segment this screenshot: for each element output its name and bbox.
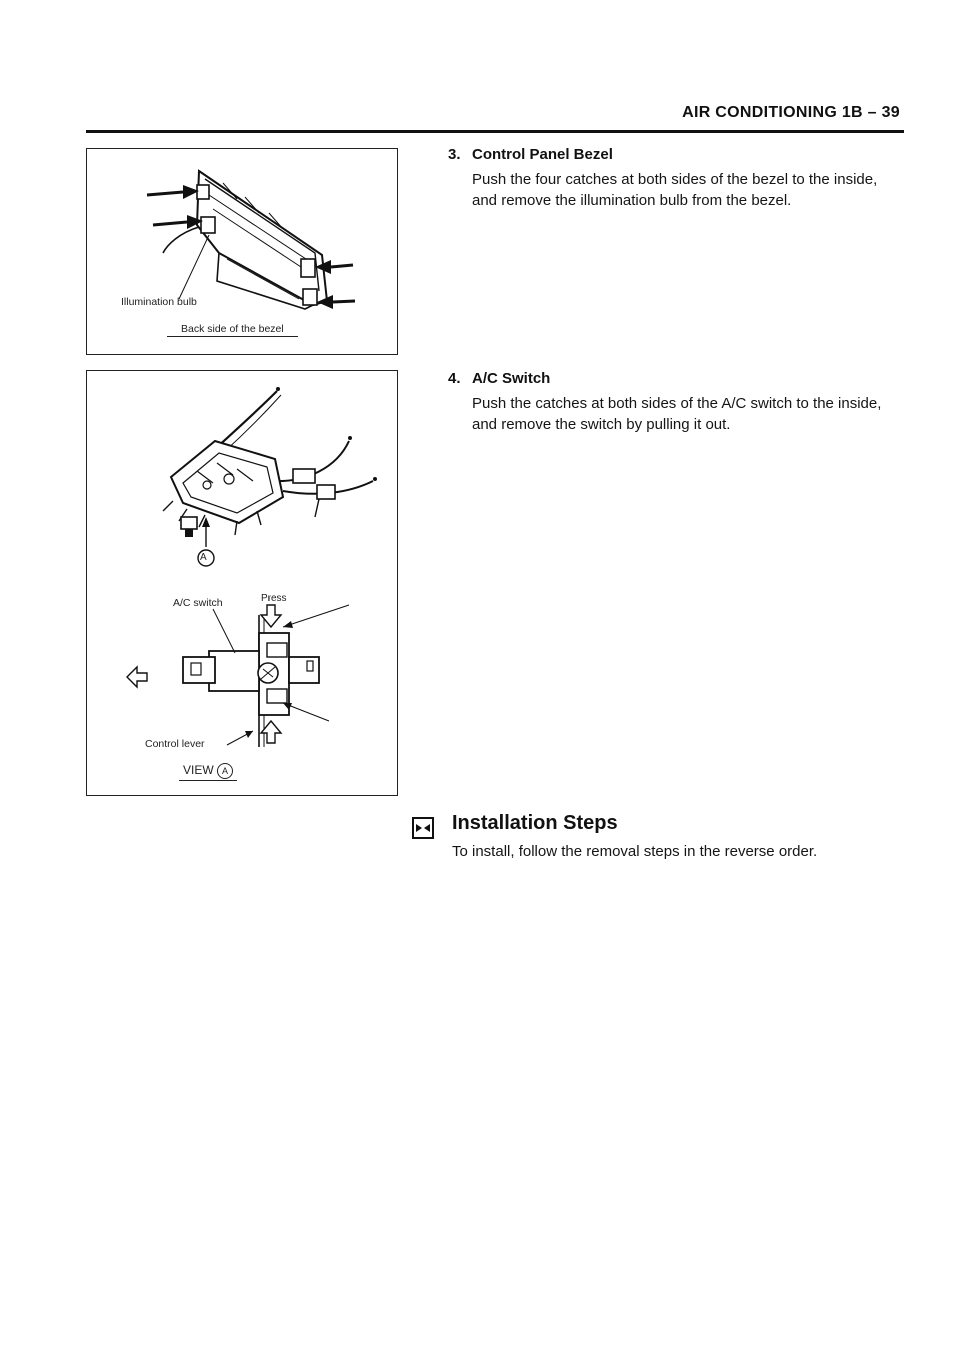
ac-switch-illustration — [87, 371, 397, 795]
press-label: Press — [261, 593, 287, 604]
step-control-panel-bezel — [448, 146, 888, 211]
control-lever-label: Control lever — [145, 738, 205, 750]
step-heading — [448, 370, 888, 387]
view-caption — [179, 763, 237, 781]
step-title: Control Panel Bezel — [472, 146, 613, 163]
bezel-figure — [86, 148, 398, 355]
bezel-caption: Back side of the bezel — [167, 323, 298, 337]
step-heading — [448, 146, 888, 163]
ac-switch-figure — [86, 370, 398, 796]
step-number: 4. — [448, 370, 461, 387]
installation-arrows-icon — [412, 817, 434, 839]
step-title: A/C Switch — [472, 370, 551, 387]
view-caption-marker: A — [217, 763, 233, 779]
ac-switch-label: A/C switch — [173, 597, 223, 609]
page-header — [86, 98, 904, 133]
view-caption-text: VIEW — [183, 763, 214, 777]
installation-body: To install, follow the removal steps in the reverse order. — [452, 843, 818, 860]
step-number: 3. — [448, 146, 461, 163]
installation-arrows-glyph — [414, 819, 432, 837]
step-ac-switch — [448, 370, 888, 435]
illumination-bulb-label: Illumination bulb — [121, 296, 197, 308]
step-body: Push the catches at both sides of the A/C switch to the inside, and remove the switch by pulling it out. — [472, 395, 882, 433]
step-body: Push the four catches at both sides of the bezel to the inside, and remove the illumination bulb from the bezel. — [472, 171, 878, 209]
installation-heading: Installation Steps — [452, 812, 618, 834]
marker-a-label: A — [200, 552, 207, 563]
page-title: AIR CONDITIONING 1B – 39 — [682, 104, 900, 121]
